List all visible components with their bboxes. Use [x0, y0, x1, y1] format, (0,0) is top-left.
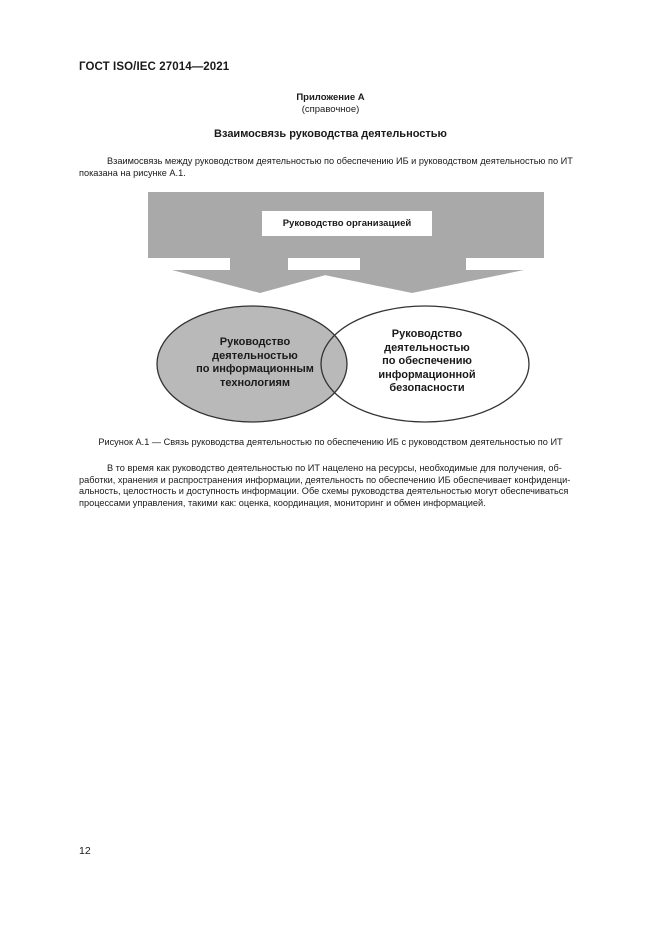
governance-diagram [140, 188, 550, 428]
document-code: ГОСТ ISO/IEC 27014—2021 [79, 61, 230, 73]
body-line: процессами управления, такими как: оценка, координация, мониторинг и обмен информацией. [79, 497, 486, 508]
it-governance-label [180, 336, 330, 390]
organization-governance-label: Руководство организацией [262, 211, 432, 236]
intro-line: Взаимосвязь между руководством деятельностью по обеспечению ИБ и руководством деятельностью по ИТ [107, 156, 573, 166]
page-number: 12 [79, 845, 91, 857]
body-paragraph [79, 463, 615, 509]
figure-caption: Рисунок А.1 — Связь руководства деятельностью по обеспечению ИБ с руководством деятельностью по ИТ [98, 437, 563, 447]
label-line: информационной [378, 368, 476, 381]
label-line: Руководство [391, 328, 463, 340]
label-line: деятельностью [384, 341, 470, 354]
top-bar-shape [148, 192, 544, 293]
infosec-governance-label [362, 328, 492, 396]
label-line: по информационным [196, 363, 314, 375]
label-line: технологиям [219, 376, 291, 389]
intro-line: показана на рисунке А.1. [79, 167, 186, 178]
intro-paragraph [79, 156, 615, 179]
section-title: Взаимосвязь руководства деятельностью [214, 128, 447, 140]
label-line: безопасности [389, 382, 465, 394]
body-line: альность, целостность и доступность информации. Обе схемы руководства деятельностью могут обеспечиваться [79, 486, 569, 496]
annex-title: Приложение А [296, 92, 365, 103]
label-line: деятельностью [212, 349, 298, 362]
body-line: работки, хранения и распространения информации, деятельность по обеспечению ИБ обеспечивает конфиденци- [79, 474, 571, 485]
annex-subtitle: (справочное) [301, 104, 360, 115]
label-line: Руководство [219, 336, 291, 348]
body-line: В то время как руководство деятельностью по ИТ нацелено на ресурсы, необходимые для получения, об- [107, 463, 562, 473]
label-line: по обеспечению [382, 355, 472, 367]
